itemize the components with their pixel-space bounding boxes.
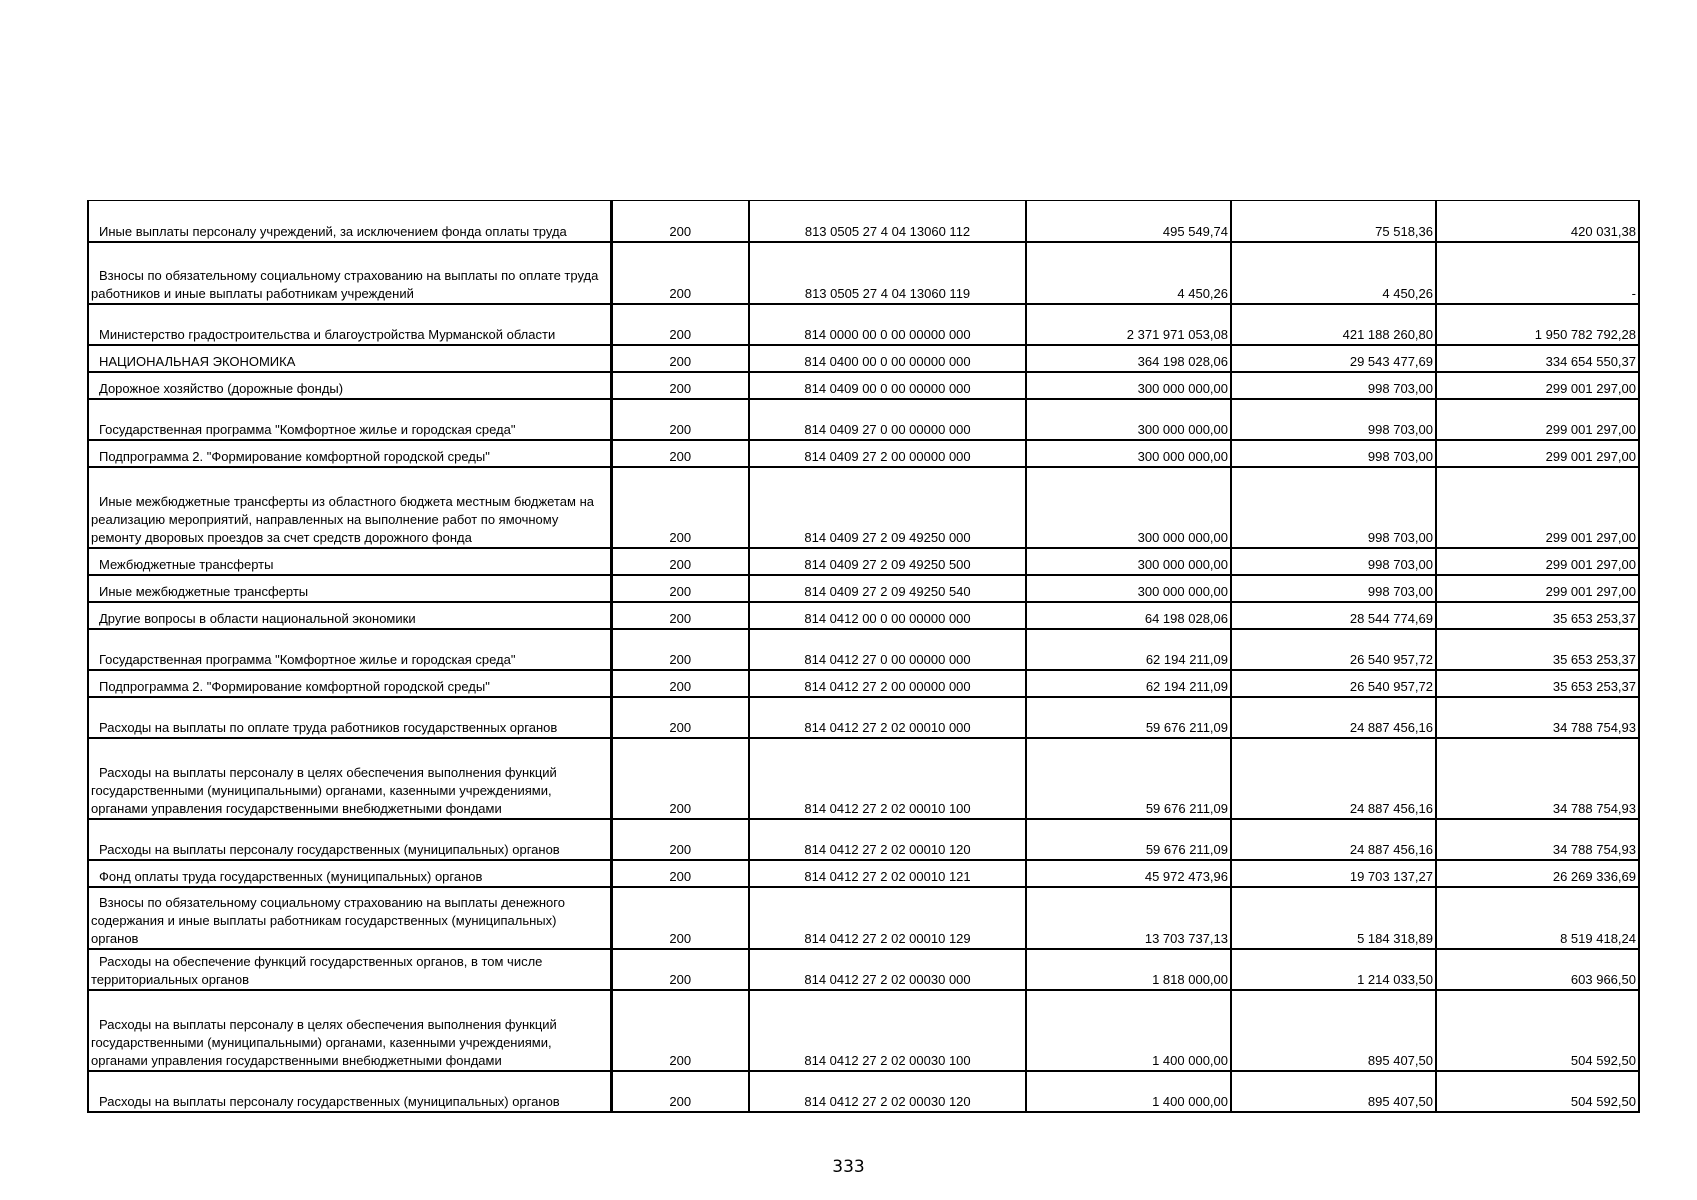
row-name-cell — [88, 399, 611, 440]
row-name-text: Государственная программа "Комфортное жилье и городская среда" — [99, 421, 516, 437]
row-assigned-cell: 300 000 000,00 — [1026, 467, 1231, 548]
row-executed-cell: 19 703 137,27 — [1231, 860, 1436, 887]
row-unexecuted-cell: 34 788 754,93 — [1436, 738, 1639, 819]
row-name-text: Иные межбюджетные трансферты из областного бюджета местным бюджетам на реализацию мероприятий, направленных на выполнение работ по ямочному ремонту дворовых проездов за счет средств дорожного фонда — [91, 493, 594, 545]
row-name-text: НАЦИОНАЛЬНАЯ ЭКОНОМИКА — [99, 353, 296, 369]
row-budget-code-cell: 814 0409 27 0 00 00000 000 — [749, 399, 1026, 440]
row-executed-cell: 895 407,50 — [1231, 990, 1436, 1071]
row-line-code-cell: 200 — [611, 887, 749, 949]
row-name-cell — [88, 602, 611, 629]
table-row — [88, 242, 1639, 304]
row-assigned-cell: 2 371 971 053,08 — [1026, 304, 1231, 345]
row-assigned-cell: 300 000 000,00 — [1026, 548, 1231, 575]
row-line-code-cell: 200 — [611, 372, 749, 399]
row-name-cell — [88, 697, 611, 738]
table-row — [88, 949, 1639, 990]
table-row — [88, 629, 1639, 670]
row-name-text: Государственная программа "Комфортное жилье и городская среда" — [99, 651, 516, 667]
row-unexecuted-cell: 8 519 418,24 — [1436, 887, 1639, 949]
row-executed-cell: 28 544 774,69 — [1231, 602, 1436, 629]
row-unexecuted-cell: 1 950 782 792,28 — [1436, 304, 1639, 345]
row-budget-code-cell: 814 0412 00 0 00 00000 000 — [749, 602, 1026, 629]
table-row — [88, 345, 1639, 372]
row-name-cell — [88, 860, 611, 887]
row-name-text: Расходы на выплаты персоналу в целях обеспечения выполнения функций государственными (муниципальными) органами, казенными учреждениями, органами управления государственными внебюджетными фондами — [91, 764, 557, 816]
row-name-cell — [88, 242, 611, 304]
row-budget-code-cell: 813 0505 27 4 04 13060 119 — [749, 242, 1026, 304]
row-name-text: Подпрограмма 2. "Формирование комфортной городской среды" — [99, 678, 490, 694]
row-name-text: Подпрограмма 2. "Формирование комфортной городской среды" — [99, 448, 490, 464]
table-row — [88, 304, 1639, 345]
row-name-text: Расходы на выплаты персоналу в целях обеспечения выполнения функций государственными (муниципальными) органами, казенными учреждениями, органами управления государственными внебюджетными фондами — [91, 1016, 557, 1068]
row-line-code-cell: 200 — [611, 860, 749, 887]
row-unexecuted-cell: 299 001 297,00 — [1436, 548, 1639, 575]
row-line-code-cell: 200 — [611, 629, 749, 670]
row-name-cell — [88, 949, 611, 990]
row-name-text: Расходы на выплаты по оплате труда работников государственных органов — [99, 719, 558, 735]
row-name-cell — [88, 575, 611, 602]
row-executed-cell: 26 540 957,72 — [1231, 670, 1436, 697]
table-row — [88, 399, 1639, 440]
row-name-cell — [88, 304, 611, 345]
row-unexecuted-cell: 299 001 297,00 — [1436, 575, 1639, 602]
row-assigned-cell: 1 400 000,00 — [1026, 1071, 1231, 1112]
row-budget-code-cell: 814 0412 27 2 00 00000 000 — [749, 670, 1026, 697]
row-line-code-cell: 200 — [611, 670, 749, 697]
row-name-text: Взносы по обязательному социальному страхованию на выплаты по оплате труда работников и иные выплаты работникам учреждений — [91, 267, 599, 301]
row-name-cell — [88, 372, 611, 399]
row-unexecuted-cell: 26 269 336,69 — [1436, 860, 1639, 887]
row-unexecuted-cell: 299 001 297,00 — [1436, 399, 1639, 440]
row-budget-code-cell: 814 0409 27 2 09 49250 540 — [749, 575, 1026, 602]
row-line-code-cell: 200 — [611, 548, 749, 575]
table-row — [88, 575, 1639, 602]
table-row — [88, 440, 1639, 467]
row-name-cell — [88, 201, 611, 242]
row-unexecuted-cell: 299 001 297,00 — [1436, 467, 1639, 548]
row-assigned-cell: 13 703 737,13 — [1026, 887, 1231, 949]
row-name-cell — [88, 990, 611, 1071]
row-executed-cell: 24 887 456,16 — [1231, 738, 1436, 819]
row-line-code-cell: 200 — [611, 345, 749, 372]
row-name-text: Министерство градостроительства и благоустройства Мурманской области — [99, 326, 556, 342]
row-executed-cell: 5 184 318,89 — [1231, 887, 1436, 949]
row-budget-code-cell: 814 0412 27 2 02 00010 120 — [749, 819, 1026, 860]
table-row — [88, 548, 1639, 575]
row-assigned-cell: 59 676 211,09 — [1026, 819, 1231, 860]
row-line-code-cell: 200 — [611, 467, 749, 548]
row-budget-code-cell: 813 0505 27 4 04 13060 112 — [749, 201, 1026, 242]
row-executed-cell: 998 703,00 — [1231, 372, 1436, 399]
row-name-cell — [88, 467, 611, 548]
table-row — [88, 372, 1639, 399]
row-budget-code-cell: 814 0412 27 2 02 00010 100 — [749, 738, 1026, 819]
table-row — [88, 467, 1639, 548]
row-line-code-cell: 200 — [611, 602, 749, 629]
row-assigned-cell: 62 194 211,09 — [1026, 670, 1231, 697]
row-line-code-cell: 200 — [611, 990, 749, 1071]
row-line-code-cell: 200 — [611, 819, 749, 860]
row-name-cell — [88, 440, 611, 467]
row-executed-cell: 998 703,00 — [1231, 467, 1436, 548]
row-unexecuted-cell: - — [1436, 242, 1639, 304]
table-row — [88, 738, 1639, 819]
row-assigned-cell: 300 000 000,00 — [1026, 440, 1231, 467]
row-executed-cell: 24 887 456,16 — [1231, 697, 1436, 738]
row-line-code-cell: 200 — [611, 201, 749, 242]
row-name-text: Взносы по обязательному социальному страхованию на выплаты денежного содержания и иные выплаты работникам государственных (муниципальных) органов — [91, 894, 565, 946]
row-executed-cell: 24 887 456,16 — [1231, 819, 1436, 860]
row-budget-code-cell: 814 0412 27 2 02 00010 121 — [749, 860, 1026, 887]
row-assigned-cell: 59 676 211,09 — [1026, 738, 1231, 819]
table-row — [88, 819, 1639, 860]
row-executed-cell: 998 703,00 — [1231, 548, 1436, 575]
row-name-cell — [88, 548, 611, 575]
row-name-text: Межбюджетные трансферты — [99, 556, 274, 572]
table-row — [88, 990, 1639, 1071]
row-assigned-cell: 62 194 211,09 — [1026, 629, 1231, 670]
row-budget-code-cell: 814 0000 00 0 00 00000 000 — [749, 304, 1026, 345]
row-budget-code-cell: 814 0412 27 2 02 00030 100 — [749, 990, 1026, 1071]
row-budget-code-cell: 814 0412 27 2 02 00030 000 — [749, 949, 1026, 990]
table-row — [88, 1071, 1639, 1112]
row-assigned-cell: 300 000 000,00 — [1026, 399, 1231, 440]
row-executed-cell: 895 407,50 — [1231, 1071, 1436, 1112]
row-executed-cell: 29 543 477,69 — [1231, 345, 1436, 372]
row-assigned-cell: 45 972 473,96 — [1026, 860, 1231, 887]
table-row — [88, 697, 1639, 738]
row-budget-code-cell: 814 0412 27 2 02 00030 120 — [749, 1071, 1026, 1112]
row-line-code-cell: 200 — [611, 304, 749, 345]
page-number: 333 — [832, 1157, 865, 1177]
row-name-cell — [88, 738, 611, 819]
row-unexecuted-cell: 603 966,50 — [1436, 949, 1639, 990]
row-executed-cell: 4 450,26 — [1231, 242, 1436, 304]
row-name-cell — [88, 887, 611, 949]
row-name-text: Дорожное хозяйство (дорожные фонды) — [99, 380, 344, 396]
table-row — [88, 860, 1639, 887]
table-row — [88, 201, 1639, 242]
row-budget-code-cell: 814 0409 27 2 00 00000 000 — [749, 440, 1026, 467]
row-unexecuted-cell: 299 001 297,00 — [1436, 440, 1639, 467]
row-assigned-cell: 64 198 028,06 — [1026, 602, 1231, 629]
row-assigned-cell: 495 549,74 — [1026, 201, 1231, 242]
row-executed-cell: 998 703,00 — [1231, 575, 1436, 602]
row-name-text: Фонд оплаты труда государственных (муниципальных) органов — [99, 868, 483, 884]
row-line-code-cell: 200 — [611, 697, 749, 738]
row-budget-code-cell: 814 0409 27 2 09 49250 000 — [749, 467, 1026, 548]
row-executed-cell: 998 703,00 — [1231, 399, 1436, 440]
row-assigned-cell: 4 450,26 — [1026, 242, 1231, 304]
table-row — [88, 602, 1639, 629]
row-unexecuted-cell: 35 653 253,37 — [1436, 670, 1639, 697]
row-assigned-cell: 364 198 028,06 — [1026, 345, 1231, 372]
row-unexecuted-cell: 35 653 253,37 — [1436, 629, 1639, 670]
row-executed-cell: 998 703,00 — [1231, 440, 1436, 467]
row-executed-cell: 26 540 957,72 — [1231, 629, 1436, 670]
table-row — [88, 887, 1639, 949]
row-name-cell — [88, 819, 611, 860]
row-line-code-cell: 200 — [611, 440, 749, 467]
row-budget-code-cell: 814 0409 00 0 00 00000 000 — [749, 372, 1026, 399]
row-name-cell — [88, 629, 611, 670]
row-unexecuted-cell: 504 592,50 — [1436, 990, 1639, 1071]
row-unexecuted-cell: 420 031,38 — [1436, 201, 1639, 242]
row-budget-code-cell: 814 0400 00 0 00 00000 000 — [749, 345, 1026, 372]
row-name-text: Расходы на выплаты персоналу государственных (муниципальных) органов — [99, 841, 560, 857]
row-line-code-cell: 200 — [611, 399, 749, 440]
budget-execution-table — [87, 200, 1640, 1113]
row-line-code-cell: 200 — [611, 575, 749, 602]
row-name-cell — [88, 1071, 611, 1112]
row-name-text: Расходы на обеспечение функций государственных органов, в том числе территориальных органов — [91, 953, 543, 987]
row-unexecuted-cell: 34 788 754,93 — [1436, 697, 1639, 738]
row-budget-code-cell: 814 0409 27 2 09 49250 500 — [749, 548, 1026, 575]
row-budget-code-cell: 814 0412 27 2 02 00010 129 — [749, 887, 1026, 949]
row-name-text: Иные межбюджетные трансферты — [99, 583, 309, 599]
row-assigned-cell: 1 400 000,00 — [1026, 990, 1231, 1071]
table-body — [88, 201, 1639, 1112]
row-line-code-cell: 200 — [611, 242, 749, 304]
row-assigned-cell: 59 676 211,09 — [1026, 697, 1231, 738]
row-budget-code-cell: 814 0412 27 2 02 00010 000 — [749, 697, 1026, 738]
row-executed-cell: 421 188 260,80 — [1231, 304, 1436, 345]
row-name-cell — [88, 670, 611, 697]
row-name-cell — [88, 345, 611, 372]
row-line-code-cell: 200 — [611, 1071, 749, 1112]
row-name-text: Расходы на выплаты персоналу государственных (муниципальных) органов — [99, 1093, 560, 1109]
row-assigned-cell: 300 000 000,00 — [1026, 575, 1231, 602]
row-name-text: Иные выплаты персоналу учреждений, за исключением фонда оплаты труда — [99, 223, 567, 239]
row-unexecuted-cell: 299 001 297,00 — [1436, 372, 1639, 399]
row-line-code-cell: 200 — [611, 738, 749, 819]
row-budget-code-cell: 814 0412 27 0 00 00000 000 — [749, 629, 1026, 670]
row-assigned-cell: 1 818 000,00 — [1026, 949, 1231, 990]
row-line-code-cell: 200 — [611, 949, 749, 990]
row-name-text: Другие вопросы в области национальной экономики — [99, 610, 416, 626]
row-unexecuted-cell: 34 788 754,93 — [1436, 819, 1639, 860]
row-unexecuted-cell: 35 653 253,37 — [1436, 602, 1639, 629]
row-assigned-cell: 300 000 000,00 — [1026, 372, 1231, 399]
row-unexecuted-cell: 334 654 550,37 — [1436, 345, 1639, 372]
row-executed-cell: 75 518,36 — [1231, 201, 1436, 242]
row-unexecuted-cell: 504 592,50 — [1436, 1071, 1639, 1112]
table-row — [88, 670, 1639, 697]
row-executed-cell: 1 214 033,50 — [1231, 949, 1436, 990]
